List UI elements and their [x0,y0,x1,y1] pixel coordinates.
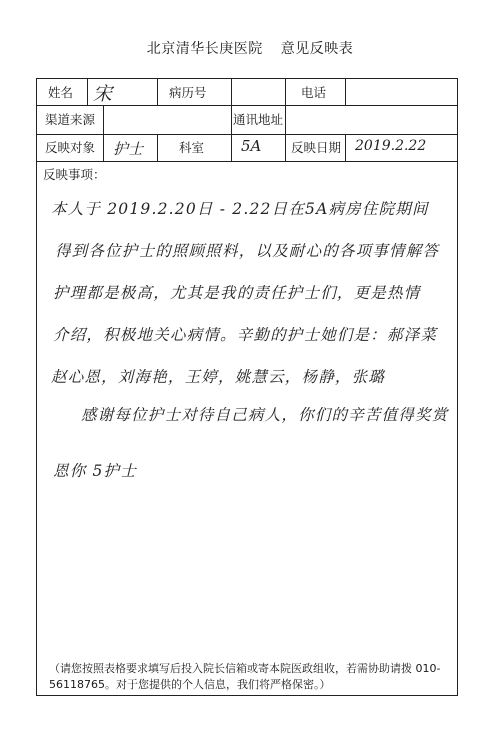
phone-label: 电话 [301,85,327,100]
col-divider [157,79,158,105]
matters-line: 介绍，积极地关心病情。辛勤的护士她们是：郝泽菜 [53,326,438,344]
col-divider [87,79,88,105]
col-divider [231,134,232,161]
feedback-form [36,78,458,696]
target-value: 护士 [113,140,144,158]
matters-line: 护理都是极高，尤其是我的责任护士们，更是热情 [53,284,421,302]
col-divider [231,105,232,134]
record-no-label: 病历号 [169,85,207,100]
matters-line: 恩你 5护士 [53,462,137,480]
col-divider [231,79,232,105]
matters-line: 得到各位护士的照顾照料，以及耐心的各项事情解答 [55,242,440,260]
matters-line: 本人于 2019.2.20日 - 2.22日在5A病房住院期间 [51,200,429,218]
row-divider [37,134,457,135]
address-label: 通讯地址 [233,112,284,127]
channel-label: 渠道来源 [45,112,96,127]
date-label: 反映日期 [291,140,342,155]
hospital-name: 北京清华长庚医院 [146,41,263,57]
col-divider [157,134,158,161]
col-divider [103,134,104,161]
col-divider [285,79,286,105]
matters-line: 感谢每位护士对待自己病人，你们的辛苦值得奖赏 [81,406,449,424]
matters-line: 赵心恩，刘海艳，王婷，姚慧云，杨静，张璐 [51,368,386,386]
department-value: 5A [241,137,262,155]
col-divider [285,134,286,161]
matters-label: 反映事项： [43,167,106,182]
col-divider [345,79,346,105]
target-label: 反映对象 [45,140,96,155]
col-divider [345,134,346,161]
footer-note: （请您按照表格要求填写后投入院长信箱或寄本院医政组收，若需协助请拨 010-56118765。对于您提供的个人信息，我们将严格保密。） [49,662,441,691]
department-label: 科室 [179,140,205,155]
row-divider [37,161,457,162]
col-divider [103,105,104,134]
date-value: 2019.2.22 [355,138,427,154]
form-heading [0,38,500,58]
name-label: 姓名 [48,85,74,100]
form-title: 意见反映表 [280,41,354,57]
name-value: 宋 [93,83,113,105]
col-divider [285,105,286,134]
